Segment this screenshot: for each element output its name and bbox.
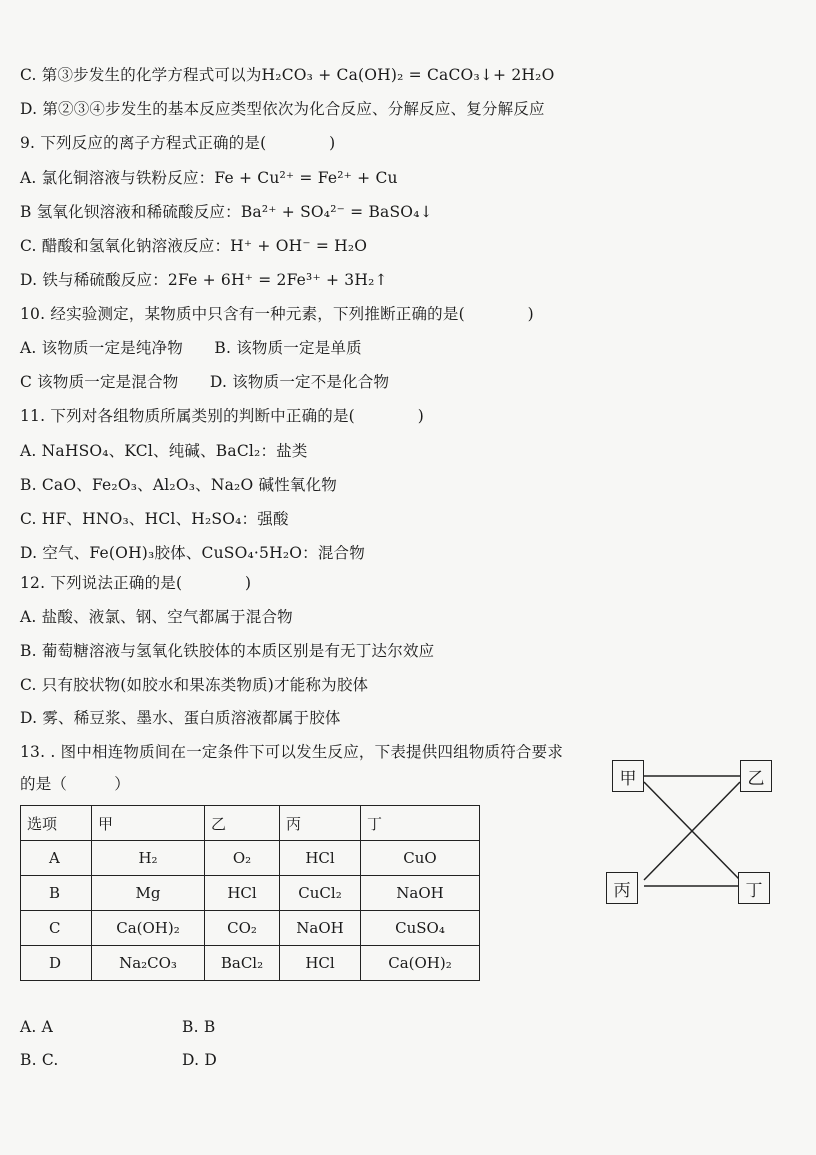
table-row [21, 876, 480, 911]
q11-option-a: A. NaHSO₄、KCl、纯碱、BaCl₂：盐类 [20, 442, 308, 460]
q12-option-b: B. 葡萄糖溶液与氢氧化铁胶体的本质区别是有无丁达尔效应 [20, 642, 435, 660]
answer-c: B. C. [20, 1051, 59, 1069]
q13-stem-line2: 的是（ ） [20, 775, 130, 793]
table-cell: CuCl₂ [280, 876, 361, 911]
q12-option-d: D. 雾、稀豆浆、墨水、蛋白质溶液都属于胶体 [20, 709, 341, 727]
table-cell: CuO [361, 841, 480, 876]
reaction-diagram [600, 752, 780, 912]
header-cell: 选项 [21, 806, 92, 841]
table-cell: CO₂ [205, 911, 280, 946]
table-row [21, 911, 480, 946]
table-cell: C [21, 911, 92, 946]
table-cell: BaCl₂ [205, 946, 280, 981]
header-cell: 甲 [92, 806, 205, 841]
q13-options-table [20, 805, 480, 981]
table-row [21, 946, 480, 981]
q9-option-b: B 氢氧化钡溶液和稀硫酸反应：Ba²⁺ + SO₄²⁻ = BaSO₄↓ [20, 203, 433, 221]
answer-b: B. B [182, 1018, 216, 1036]
node-jia: 甲 [612, 760, 644, 792]
q8-option-d: D. 第②③④步发生的基本反应类型依次为化合反应、分解反应、复分解反应 [20, 100, 545, 118]
q11-option-d: D. 空气、Fe(OH)₃胶体、CuSO₄·5H₂O：混合物 [20, 544, 365, 562]
q10-options-ab: A. 该物质一定是纯净物 B. 该物质一定是单质 [20, 339, 362, 357]
header-cell: 乙 [205, 806, 280, 841]
q12-option-c: C. 只有胶状物(如胶水和果冻类物质)才能称为胶体 [20, 676, 369, 694]
table-cell: H₂ [92, 841, 205, 876]
table-cell: HCl [280, 946, 361, 981]
table-cell: B [21, 876, 92, 911]
q9-stem: 9. 下列反应的离子方程式正确的是( ) [20, 134, 336, 152]
table-header-row [21, 806, 480, 841]
node-yi: 乙 [740, 760, 772, 792]
table-row [21, 841, 480, 876]
answer-d: D. D [182, 1051, 217, 1069]
q8-option-c: C. 第③步发生的化学方程式可以为H₂CO₃ + Ca(OH)₂ = CaCO₃↓+ 2H₂O [20, 66, 555, 84]
q9-option-c: C. 醋酸和氢氧化钠溶液反应：H⁺ + OH⁻ = H₂O [20, 237, 368, 255]
header-cell: 丙 [280, 806, 361, 841]
q12-stem: 12. 下列说法正确的是( ) [20, 574, 252, 592]
q11-option-b: B. CaO、Fe₂O₃、Al₂O₃、Na₂O 碱性氧化物 [20, 476, 338, 494]
table-cell: HCl [280, 841, 361, 876]
table-cell: D [21, 946, 92, 981]
q9-option-d: D. 铁与稀硫酸反应：2Fe + 6H⁺ = 2Fe³⁺ + 3H₂↑ [20, 271, 388, 289]
table-cell: Ca(OH)₂ [361, 946, 480, 981]
table-cell: Na₂CO₃ [92, 946, 205, 981]
q11-stem: 11. 下列对各组物质所属类别的判断中正确的是( ) [20, 407, 424, 425]
table-cell: CuSO₄ [361, 911, 480, 946]
table-cell: Ca(OH)₂ [92, 911, 205, 946]
node-bing: 丙 [606, 872, 638, 904]
table-cell: NaOH [361, 876, 480, 911]
q9-option-a: A. 氯化铜溶液与铁粉反应：Fe + Cu²⁺ = Fe²⁺ + Cu [20, 169, 398, 187]
table-cell: A [21, 841, 92, 876]
table-cell: NaOH [280, 911, 361, 946]
table-cell: HCl [205, 876, 280, 911]
q13-stem-line1: 13. . 图中相连物质间在一定条件下可以发生反应，下表提供四组物质符合要求 [20, 743, 564, 761]
q11-option-c: C. HF、HNO₃、HCl、H₂SO₄：强酸 [20, 510, 289, 528]
header-cell: 丁 [361, 806, 480, 841]
node-ding: 丁 [738, 872, 770, 904]
table-cell: O₂ [205, 841, 280, 876]
answer-a: A. A [20, 1018, 54, 1036]
q10-options-cd: C 该物质一定是混合物 D. 该物质一定不是化合物 [20, 373, 390, 391]
q10-stem: 10. 经实验测定，某物质中只含有一种元素，下列推断正确的是( ) [20, 305, 534, 323]
q12-option-a: A. 盐酸、液氯、钢、空气都属于混合物 [20, 608, 293, 626]
table-cell: Mg [92, 876, 205, 911]
